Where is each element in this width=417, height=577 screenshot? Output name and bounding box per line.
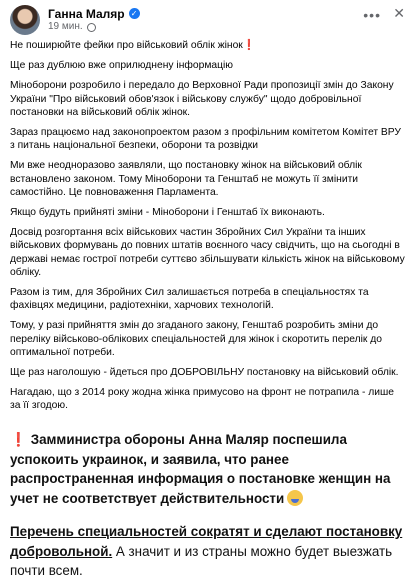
post-header (10, 3, 407, 37)
post-paragraph: Разом із тим, для Збройних Сил залишається потреба в спеціальностях та фахівцях медицини, радіотехніки, харчових технологій. (10, 287, 369, 312)
message-caption (10, 430, 410, 577)
post-paragraph: Досвід розгортання всіх військових частин Збройних Сил України та інших військових формувань до повних штатів воєнного часу свідчить, що на сьогодні в державі немає гострої потреби суттєво збільшувати кількість жінок на військовому обліку. (10, 227, 405, 278)
verified-badge-icon: ✓ (129, 8, 140, 19)
more-options-icon[interactable]: ••• (363, 7, 381, 23)
caption-rest: А значит и из страны можно будет выезжать почти всем. (10, 543, 393, 577)
post-paragraph: Не поширюйте фейки про військовий облік жінок❗ (10, 40, 256, 51)
author-row (48, 7, 140, 21)
post-paragraph: Ще раз наголошую - йдеться про ДОБРОВІЛЬНУ постановку на військовий облік. (10, 367, 399, 379)
author-name[interactable]: Ганна Маляр (48, 6, 125, 21)
author-avatar[interactable] (10, 5, 40, 35)
globe-icon (87, 23, 96, 32)
caption-paragraph-1 (10, 430, 410, 508)
caption-paragraph-2 (10, 522, 410, 577)
post-paragraph: Ми вже неодноразово заявляли, що постановку жінок на військовий облік встановлено законом. Тому Міноборони та Генштаб не можуть її змінити самостійно. Це повноваження Парламента. (10, 160, 362, 198)
post-time[interactable]: 19 мин. (48, 21, 83, 33)
post-paragraph: Якщо будуть прийняті зміни - Міноборони і Генштаб їх виконають. (10, 207, 325, 219)
post-body (10, 37, 407, 413)
close-icon[interactable]: ✕ (393, 5, 405, 21)
shrug-emoji-icon (287, 490, 303, 506)
post-paragraph: Тому, у разі прийняття змін до згаданого закону, Генштаб розробить зміни до переліку військово-облікових спеціальностей для жінок і скоротить перелік до оптимальної потреби. (10, 320, 382, 358)
post-paragraph: Міноборони розробило і передало до Верховної Ради пропозиції змін до Закону України "Про військовий обов'язок і військову службу" щодо добровільної постановки на військовий облік жінок. (10, 80, 394, 118)
post-paragraph: Ще раз дублюю вже оприлюднену інформацію (10, 60, 234, 72)
time-row (48, 21, 140, 33)
post-meta (48, 7, 140, 33)
exclamation-icon: ❗ (10, 432, 27, 447)
caption-underlined: Перечень специальностей сократят и сделают постановку добровольной. (10, 524, 403, 559)
exclamation-icon: ❗ (242, 40, 256, 51)
post-paragraph: Зараз працюємо над законопроектом разом з профільним комітетом Комітет ВРУ з питань національної безпеки, оборони та розвідки (10, 127, 401, 152)
post-paragraph: Нагадаю, що з 2014 року жодна жінка примусово на фронт не потрапила - лише за її згодою. (10, 387, 394, 412)
caption-headline: Замминистра обороны Анна Маляр поспешила успокоить украинок, и заявила, что ранее распространенная информация о постановке женщин на учет не соответствует действительности (10, 432, 391, 506)
